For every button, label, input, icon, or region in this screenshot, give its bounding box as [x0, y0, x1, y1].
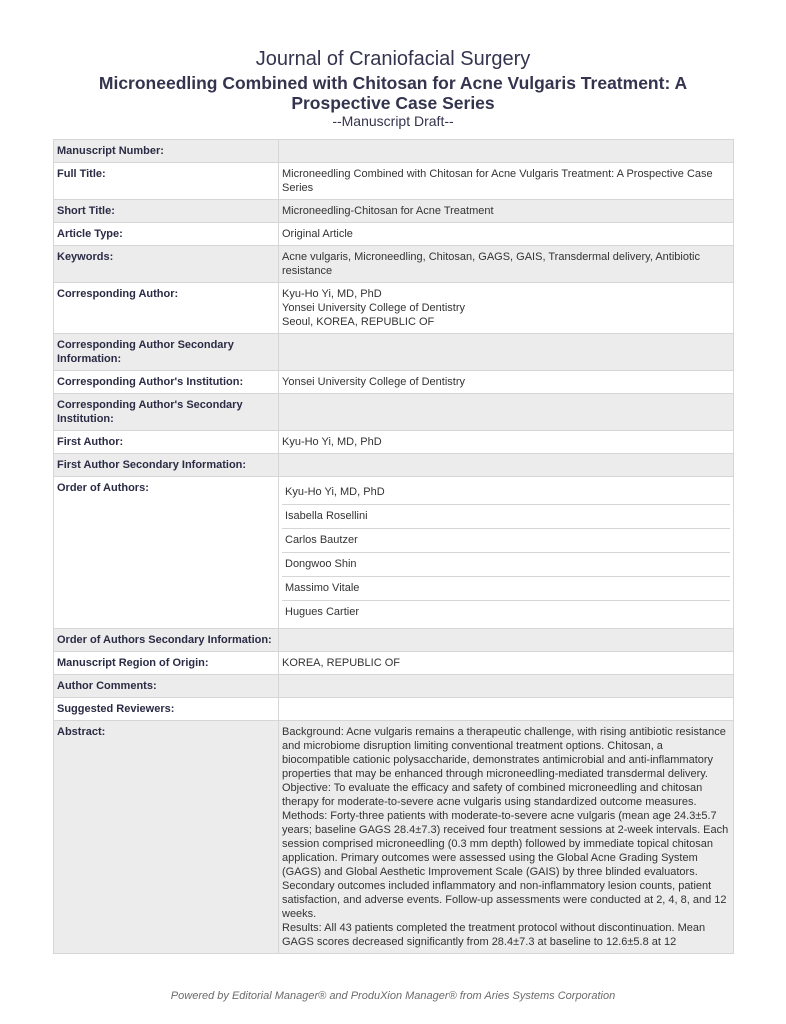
value-corr-secondary-info: [279, 334, 734, 371]
author-2: Isabella Rosellini: [282, 505, 730, 529]
author-5: Massimo Vitale: [282, 577, 730, 601]
row-region: [54, 652, 734, 675]
label-manuscript-number: Manuscript Number:: [54, 140, 279, 163]
row-suggested-reviewers: [54, 698, 734, 721]
row-corr-secondary-institution: [54, 394, 734, 431]
row-corr-institution: [54, 371, 734, 394]
abstract-objective: Objective: To evaluate the efficacy and safety of combined microneedling and chitosan therapy for moderate-to-severe acne vulgaris using standardized outcome measures.: [282, 782, 703, 808]
author-3: Carlos Bautzer: [282, 529, 730, 553]
value-short-title: Microneedling-Chitosan for Acne Treatment: [279, 200, 734, 223]
value-first-author-secondary: [279, 454, 734, 477]
corresponding-author-affiliation: Yonsei University College of Dentistry: [282, 302, 466, 314]
label-corr-secondary-info: Corresponding Author Secondary Information:: [54, 334, 279, 371]
row-order-of-authors: [54, 477, 734, 629]
label-order-of-authors: Order of Authors:: [54, 477, 279, 629]
manuscript-metadata-table: [53, 139, 734, 954]
row-corresponding-author: [54, 283, 734, 334]
manuscript-title: Microneedling Combined with Chitosan for Acne Vulgaris Treatment: A Prospective Case Series: [98, 73, 688, 113]
row-corr-secondary-info: [54, 334, 734, 371]
label-order-secondary: Order of Authors Secondary Information:: [54, 629, 279, 652]
label-corr-institution: Corresponding Author's Institution:: [54, 371, 279, 394]
label-corr-secondary-institution: Corresponding Author's Secondary Institution:: [54, 394, 279, 431]
value-article-type: Original Article: [279, 223, 734, 246]
row-article-type: [54, 223, 734, 246]
label-suggested-reviewers: Suggested Reviewers:: [54, 698, 279, 721]
author-6: Hugues Cartier: [285, 606, 359, 618]
value-order-secondary: [279, 629, 734, 652]
label-region: Manuscript Region of Origin:: [54, 652, 279, 675]
row-full-title: [54, 163, 734, 200]
label-corresponding-author: Corresponding Author:: [54, 283, 279, 334]
value-first-author: Kyu-Ho Yi, MD, PhD: [279, 431, 734, 454]
row-keywords: [54, 246, 734, 283]
value-corresponding-author: [279, 283, 734, 334]
label-first-author-secondary: First Author Secondary Information:: [54, 454, 279, 477]
value-manuscript-number: [279, 140, 734, 163]
corresponding-author-location: Seoul, KOREA, REPUBLIC OF: [282, 316, 435, 328]
abstract-background: Background: Acne vulgaris remains a therapeutic challenge, with rising antibiotic resistance and microbiome disruption limiting conventional treatment options. Chitosan, a biocompatible cationic polysaccharide, demonstrates antimicrobial and anti-inflammatory properties that may be enhanced through microneedling-mediated transdermal delivery.: [282, 726, 726, 780]
row-author-comments: [54, 675, 734, 698]
value-abstract: [279, 721, 734, 954]
label-full-title: Full Title:: [54, 163, 279, 200]
row-manuscript-number: [54, 140, 734, 163]
label-abstract: Abstract:: [54, 721, 279, 954]
value-suggested-reviewers: [279, 698, 734, 721]
label-first-author: First Author:: [54, 431, 279, 454]
value-region: KOREA, REPUBLIC OF: [279, 652, 734, 675]
author-4: Dongwoo Shin: [282, 553, 730, 577]
row-abstract: [54, 721, 734, 954]
value-author-comments: [279, 675, 734, 698]
value-corr-secondary-institution: [279, 394, 734, 431]
label-keywords: Keywords:: [54, 246, 279, 283]
row-first-author-secondary: [54, 454, 734, 477]
row-order-secondary: [54, 629, 734, 652]
label-author-comments: Author Comments:: [54, 675, 279, 698]
row-first-author: [54, 431, 734, 454]
journal-name: Journal of Craniofacial Surgery: [255, 48, 531, 70]
value-order-of-authors: [279, 477, 734, 629]
document-header: [0, 47, 786, 129]
label-article-type: Article Type:: [54, 223, 279, 246]
value-corr-institution: Yonsei University College of Dentistry: [279, 371, 734, 394]
powered-by-footer: Powered by Editorial Manager® and ProduXion Manager® from Aries Systems Corporation: [170, 990, 616, 1002]
author-1: Kyu-Ho Yi, MD, PhD: [282, 481, 730, 505]
corresponding-author-name: Kyu-Ho Yi, MD, PhD: [282, 288, 382, 300]
label-short-title: Short Title:: [54, 200, 279, 223]
abstract-methods: Methods: Forty-three patients with moderate-to-severe acne vulgaris (mean age 24.3±5.7 years; baseline GAGS 28.4±7.3) received four treatment sessions at 2-week intervals. Each session comprised microneedling (0.3 mm depth) followed by immediate topical chitosan application. Primary outcomes were assessed using the Global Acne Grading System (GAGS) and Global Aesthetic Improvement Scale (GAIS) by three blinded evaluators. Secondary outcomes included inflammatory and non-inflammatory lesion counts, patient satisfaction, and adverse events. Follow-up assessments were conducted at 2, 4, 8, and 12 weeks.: [282, 810, 729, 920]
row-short-title: [54, 200, 734, 223]
draft-label: --Manuscript Draft--: [332, 113, 454, 129]
value-full-title: Microneedling Combined with Chitosan for Acne Vulgaris Treatment: A Prospective Case Series: [279, 163, 734, 200]
abstract-results: Results: All 43 patients completed the treatment protocol without discontinuation. Mean GAGS scores decreased significantly from 28.4±7.3 at baseline to 12.6±5.8 at 12: [282, 922, 706, 948]
value-keywords: Acne vulgaris, Microneedling, Chitosan, GAGS, GAIS, Transdermal delivery, Antibiotic resistance: [279, 246, 734, 283]
